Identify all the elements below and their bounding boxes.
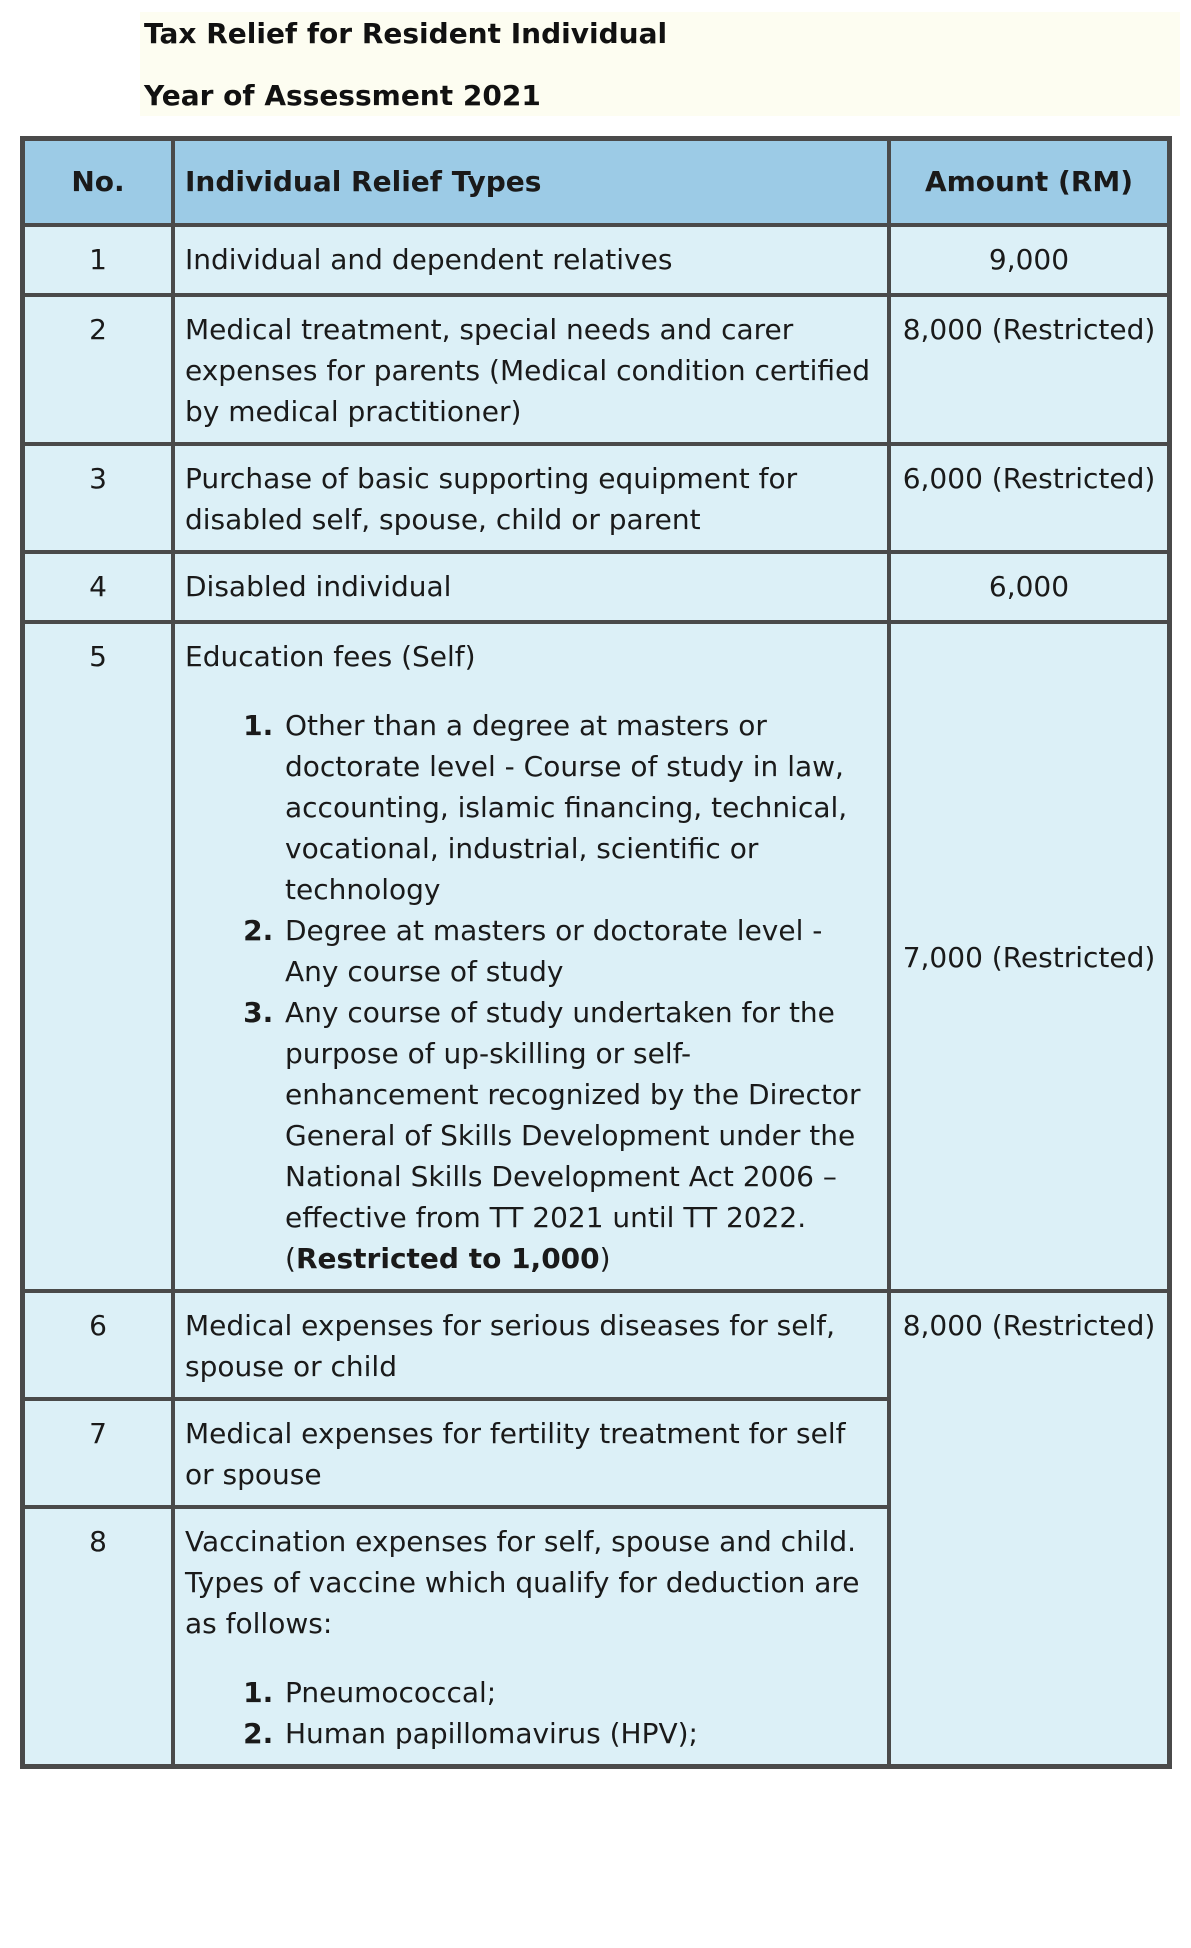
relief-type: Disabled individual: [173, 552, 889, 622]
table-row: [23, 295, 1169, 444]
relief-amount-shared: 8,000 (Restricted): [889, 1291, 1169, 1766]
table-header-row: [23, 139, 1169, 225]
row-number: 6: [23, 1291, 173, 1399]
row-number: 7: [23, 1399, 173, 1507]
header-no: No.: [23, 139, 173, 225]
relief-type-title: Education fees (Self): [185, 640, 476, 673]
restriction-note: Restricted to 1,000: [295, 1242, 600, 1275]
relief-type-vaccination: [173, 1507, 889, 1766]
document-heading: [140, 12, 1180, 116]
relief-amount: 9,000: [889, 225, 1169, 295]
list-item: [283, 992, 877, 1279]
relief-type: Individual and dependent relatives: [173, 225, 889, 295]
relief-type: Medical treatment, special needs and carer expenses for parents (Medical condition certified by medical practitioner): [173, 295, 889, 444]
row-number: 2: [23, 295, 173, 444]
table-row: [23, 1291, 1169, 1399]
header-relief-types: Individual Relief Types: [173, 139, 889, 225]
relief-amount: 6,000: [889, 552, 1169, 622]
relief-type: Medical expenses for serious diseases for self, spouse or child: [173, 1291, 889, 1399]
relief-amount: 6,000 (Restricted): [889, 444, 1169, 552]
tax-relief-table: [20, 136, 1172, 1769]
row-number: 8: [23, 1507, 173, 1766]
row-number: 5: [23, 622, 173, 1291]
document-title: Tax Relief for Resident Individual: [144, 17, 668, 50]
relief-type-title: Vaccination expenses for self, spouse and child. Types of vaccine which qualify for deduction are as follows:: [185, 1525, 860, 1640]
list-item-close: ): [599, 1242, 611, 1275]
relief-type-education: [173, 622, 889, 1291]
table-row: [23, 552, 1169, 622]
relief-type: Purchase of basic supporting equipment for disabled self, spouse, child or parent: [173, 444, 889, 552]
assessment-year: Year of Assessment 2021: [144, 79, 541, 112]
list-item: 2. Human papillomavirus (HPV);: [283, 1713, 877, 1754]
row-number: 1: [23, 225, 173, 295]
table-row: [23, 225, 1169, 295]
table-row: [23, 444, 1169, 552]
relief-amount: 8,000 (Restricted): [889, 295, 1169, 444]
list-item: 2. Degree at masters or doctorate level - Any course of study: [283, 910, 877, 992]
list-item-text: Any course of study undertaken for the purpose of up-skilling or self-enhancement recognized by the Director General of Skills Development under the National Skills Development Act 2006 – effective from TT 2021 until TT 2022. (: [285, 996, 861, 1275]
relief-type: Medical expenses for fertility treatment for self or spouse: [173, 1399, 889, 1507]
relief-amount: 7,000 (Restricted): [889, 622, 1169, 1291]
list-item: 1. Other than a degree at masters or doctorate level - Course of study in law, accounting, islamic financing, technical, vocational, industrial, scientific or technology: [283, 705, 877, 910]
row-number: 3: [23, 444, 173, 552]
vaccine-sub-list: [185, 1672, 877, 1754]
row-number: 4: [23, 552, 173, 622]
table-row: [23, 622, 1169, 1291]
list-item: 1. Pneumococcal;: [283, 1672, 877, 1713]
education-sub-list: [185, 705, 877, 1279]
header-amount: Amount (RM): [889, 139, 1169, 225]
